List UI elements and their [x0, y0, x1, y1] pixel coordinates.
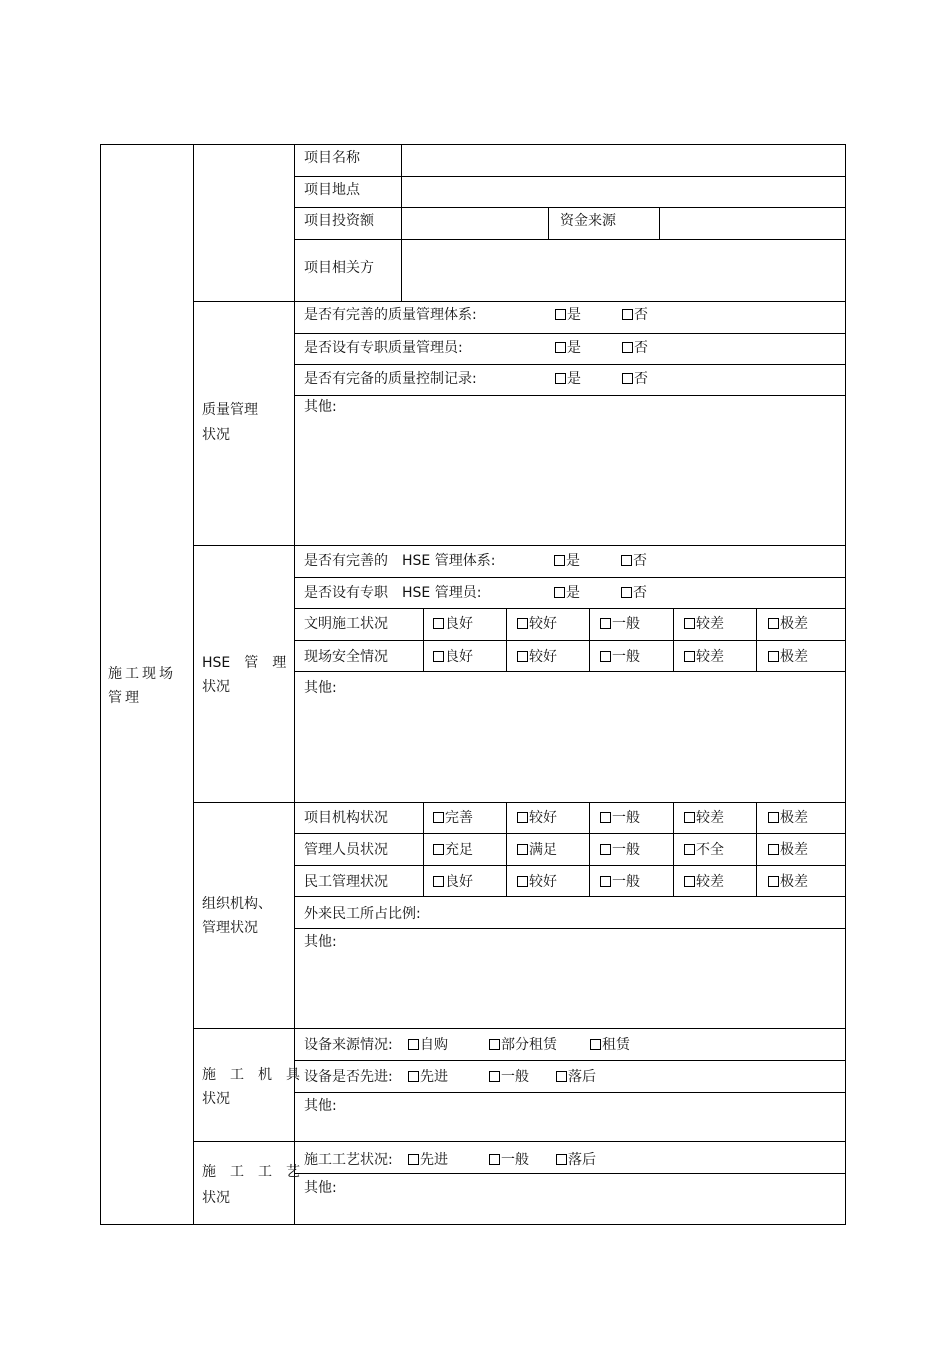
checkbox-icon[interactable] — [556, 1154, 567, 1165]
checkbox-icon[interactable] — [684, 812, 695, 823]
checkbox-icon[interactable] — [433, 812, 444, 823]
source-option-2[interactable]: 部分租赁 — [489, 1036, 557, 1054]
equipment-label-line2: 状况 — [202, 1091, 230, 1107]
civilized-option-5[interactable]: 极差 — [768, 615, 808, 633]
checkbox-icon[interactable] — [768, 812, 779, 823]
project-org-option-1[interactable]: 完善 — [433, 809, 473, 827]
project-stakeholders-label: 项目相关方 — [304, 260, 374, 276]
migrant-option-5[interactable]: 极差 — [768, 873, 808, 891]
hse-label-line2: 状况 — [202, 679, 230, 695]
checkbox-icon[interactable] — [408, 1039, 419, 1050]
checkbox-icon[interactable] — [684, 618, 695, 629]
civilized-option-4[interactable]: 较差 — [684, 615, 724, 633]
checkbox-icon[interactable] — [600, 618, 611, 629]
org-label-line1: 组织机构、 — [202, 896, 272, 912]
checkbox-icon[interactable] — [684, 876, 695, 887]
civilized-option-2[interactable]: 较好 — [517, 615, 557, 633]
project-org-option-5[interactable]: 极差 — [768, 809, 808, 827]
quality-q1: 是否有完善的质量管理体系: — [304, 307, 477, 323]
process-option-3[interactable]: 落后 — [556, 1151, 596, 1169]
quality-other-field[interactable] — [296, 418, 843, 543]
checkbox-icon[interactable] — [408, 1154, 419, 1165]
checkbox-icon[interactable] — [554, 555, 565, 566]
safety-option-5[interactable]: 极差 — [768, 648, 808, 666]
equipment-other-label: 其他: — [304, 1098, 337, 1114]
quality-q1-no[interactable]: 否 — [622, 306, 648, 324]
safety-option-3[interactable]: 一般 — [600, 648, 640, 666]
migrant-mgmt-label: 民工管理状况 — [304, 874, 388, 890]
hse-q2: 是否设有专职 HSE 管理员: — [304, 585, 482, 601]
quality-q2-no[interactable]: 否 — [622, 339, 648, 357]
checkbox-icon[interactable] — [433, 844, 444, 855]
project-stakeholders-field[interactable] — [403, 241, 843, 300]
checkbox-icon[interactable] — [489, 1071, 500, 1082]
quality-other-label: 其他: — [304, 399, 337, 415]
checkbox-icon[interactable] — [768, 844, 779, 855]
checkbox-icon[interactable] — [554, 587, 565, 598]
project-name-label: 项目名称 — [304, 150, 360, 166]
safety-option-1[interactable]: 良好 — [433, 648, 473, 666]
process-option-1[interactable]: 先进 — [408, 1151, 448, 1169]
advanced-option-3[interactable]: 落后 — [556, 1068, 596, 1086]
process-other-label: 其他: — [304, 1180, 337, 1196]
equipment-source-label: 设备来源情况: — [304, 1037, 393, 1053]
checkbox-icon[interactable] — [433, 618, 444, 629]
hse-q1-yes[interactable]: 是 — [554, 552, 580, 570]
checkbox-icon[interactable] — [684, 651, 695, 662]
checkbox-icon[interactable] — [517, 844, 528, 855]
checkbox-icon[interactable] — [517, 651, 528, 662]
migrant-ratio-label: 外来民工所占比例: — [304, 906, 421, 922]
project-org-label: 项目机构状况 — [304, 810, 388, 826]
hse-q2-yes[interactable]: 是 — [554, 584, 580, 602]
org-other-field[interactable] — [296, 953, 843, 1026]
process-option-2[interactable]: 一般 — [489, 1151, 529, 1169]
checkbox-icon[interactable] — [621, 555, 632, 566]
checkbox-icon[interactable] — [433, 876, 444, 887]
project-org-option-4[interactable]: 较差 — [684, 809, 724, 827]
checkbox-icon[interactable] — [600, 651, 611, 662]
staff-status-label: 管理人员状况 — [304, 842, 388, 858]
quality-label-line1: 质量管理 — [202, 402, 258, 418]
checkbox-icon[interactable] — [600, 812, 611, 823]
hse-other-label: 其他: — [304, 680, 337, 696]
quality-q2-yes[interactable]: 是 — [555, 339, 581, 357]
hse-other-field[interactable] — [296, 699, 843, 800]
checkbox-icon[interactable] — [489, 1039, 500, 1050]
fund-source-field[interactable] — [661, 209, 844, 238]
checkbox-icon[interactable] — [517, 876, 528, 887]
checkbox-icon[interactable] — [517, 618, 528, 629]
checkbox-icon[interactable] — [517, 812, 528, 823]
checkbox-icon[interactable] — [600, 876, 611, 887]
site-safety-label: 现场安全情况 — [304, 649, 388, 665]
checkbox-icon[interactable] — [433, 651, 444, 662]
hse-q2-no[interactable]: 否 — [621, 584, 647, 602]
quality-label-line2: 状况 — [202, 427, 230, 443]
checkbox-icon[interactable] — [768, 876, 779, 887]
civilized-option-1[interactable]: 良好 — [433, 615, 473, 633]
project-org-option-3[interactable]: 一般 — [600, 809, 640, 827]
checkbox-icon[interactable] — [621, 587, 632, 598]
project-investment-label: 项目投资额 — [304, 213, 374, 229]
checkbox-icon[interactable] — [768, 618, 779, 629]
quality-q3-no[interactable]: 否 — [622, 370, 648, 388]
checkbox-icon[interactable] — [622, 342, 633, 353]
equipment-other-field[interactable] — [296, 1117, 843, 1140]
hse-q1: 是否有完善的 HSE 管理体系: — [304, 553, 496, 569]
migrant-option-1[interactable]: 良好 — [433, 873, 473, 891]
checkbox-icon[interactable] — [684, 844, 695, 855]
org-label-line2: 管理状况 — [202, 920, 258, 936]
hse-label-line1: HSE 管 理 — [202, 655, 287, 671]
org-other-label: 其他: — [304, 934, 337, 950]
project-org-option-2[interactable]: 较好 — [517, 809, 557, 827]
equipment-label-line1: 施 工 机 具 — [202, 1067, 300, 1083]
staff-option-1[interactable]: 充足 — [433, 841, 473, 859]
staff-option-5[interactable]: 极差 — [768, 841, 808, 859]
project-investment-field[interactable] — [403, 209, 547, 238]
process-other-field[interactable] — [296, 1199, 843, 1223]
checkbox-icon[interactable] — [555, 309, 566, 320]
checkbox-icon[interactable] — [489, 1154, 500, 1165]
checkbox-icon[interactable] — [768, 651, 779, 662]
fund-source-label: 资金来源 — [560, 213, 616, 229]
staff-option-4[interactable]: 不全 — [684, 841, 724, 859]
staff-option-3[interactable]: 一般 — [600, 841, 640, 859]
checkbox-icon[interactable] — [555, 373, 566, 384]
migrant-ratio-field[interactable] — [430, 898, 843, 927]
quality-q3: 是否有完备的质量控制记录: — [304, 371, 477, 387]
checkbox-icon[interactable] — [408, 1071, 419, 1082]
safety-option-2[interactable]: 较好 — [517, 648, 557, 666]
quality-q2: 是否设有专职质量管理员: — [304, 340, 463, 356]
safety-option-4[interactable]: 较差 — [684, 648, 724, 666]
civilized-construction-label: 文明施工状况 — [304, 616, 388, 632]
process-label-line2: 状况 — [202, 1190, 230, 1206]
migrant-option-2[interactable]: 较好 — [517, 873, 557, 891]
civilized-option-3[interactable]: 一般 — [600, 615, 640, 633]
checkbox-icon[interactable] — [622, 309, 633, 320]
checkbox-icon[interactable] — [555, 342, 566, 353]
checkbox-icon[interactable] — [590, 1039, 601, 1050]
process-label-line1: 施 工 工 艺 — [202, 1164, 300, 1180]
quality-q1-yes[interactable]: 是 — [555, 306, 581, 324]
project-location-label: 项目地点 — [304, 182, 360, 198]
checkbox-icon[interactable] — [600, 844, 611, 855]
process-status-label: 施工工艺状况: — [304, 1152, 393, 1168]
checkbox-icon[interactable] — [622, 373, 633, 384]
project-location-field[interactable] — [403, 178, 843, 206]
staff-option-2[interactable]: 满足 — [517, 841, 557, 859]
migrant-option-4[interactable]: 较差 — [684, 873, 724, 891]
source-option-3[interactable]: 租赁 — [590, 1036, 630, 1054]
project-name-field[interactable] — [403, 146, 843, 175]
quality-q3-yes[interactable]: 是 — [555, 370, 581, 388]
advanced-option-2[interactable]: 一般 — [489, 1068, 529, 1086]
hse-q1-no[interactable]: 否 — [621, 552, 647, 570]
section-label: 施工现场管理 — [108, 666, 176, 706]
source-option-1[interactable]: 自购 — [408, 1036, 448, 1054]
migrant-option-3[interactable]: 一般 — [600, 873, 640, 891]
checkbox-icon[interactable] — [556, 1071, 567, 1082]
equipment-advanced-label: 设备是否先进: — [304, 1069, 393, 1085]
advanced-option-1[interactable]: 先进 — [408, 1068, 448, 1086]
